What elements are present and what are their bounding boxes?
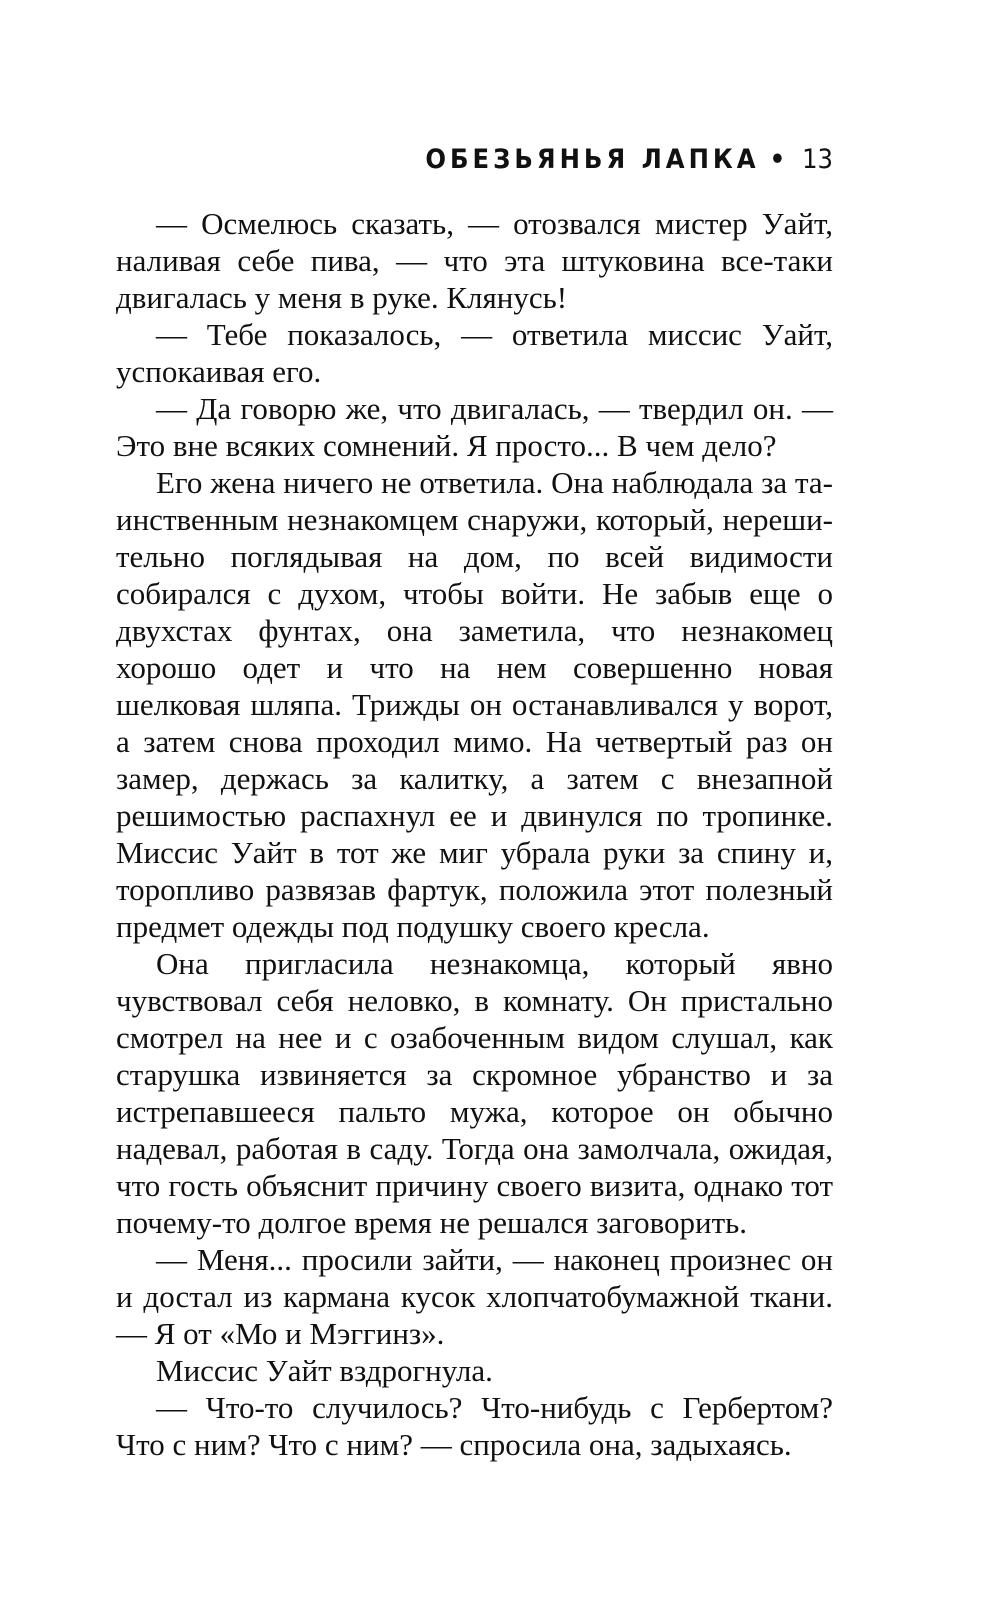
paragraph-4: Его жена ничего не ответила. Она наблюдала за таинственным незнакомцем снаружи, который, нерешительно поглядывая на дом, по всей видимости собирался с духом, чтобы войти. Не забыв еще о двухстах фунтах, она заметила, что незнакомец хорошо одет и что на нем совершенно новая шелковая шляпа. Трижды он останавливался у ворот, а затем снова проходил мимо. На четвертый раз он замер, держась за калитку, а затем с внезапной решимостью распахнул ее и двинулся по тропинке. Миссис Уайт в тот же миг убрала руки за спину и, торопливо развязав фартук, положила этот полезный предмет одежды под подушку своего кресла. (116, 465, 833, 944)
paragraph-8: — Что-то случилось? Что-нибудь с Гербертом? Что с ним? Что с ним? — спросила она, задыхаясь. (116, 1390, 833, 1462)
page-number: 13 (802, 144, 833, 175)
paragraph-1: — Осмелюсь сказать, — отозвался мистер Уайт, наливая себе пива, — что эта штуковина все-таки двигалась у меня в руке. Клянусь! (116, 206, 833, 315)
paragraph-7: Миссис Уайт вздрогнула. (156, 1353, 493, 1388)
paragraph-2: — Тебе показалось, — ответила миссис Уайт, успокаивая его. (116, 317, 833, 389)
paragraph-6: — Меня... просили зайти, — наконец произнес он и достал из кармана кусок хлопчатобумажной ткани. — Я от «Мо и Мэггинз». (116, 1242, 833, 1351)
body-text (116, 205, 833, 1463)
paragraph-3: — Да говорю же, что двигалась, — твердил он. — Это вне всяких сомнений. Я просто... В чем дело? (116, 391, 833, 463)
bullet-separator: • (769, 144, 789, 175)
running-head (116, 140, 833, 180)
running-head-title: ОБЕЗЬЯНЬЯ ЛАПКА (425, 144, 760, 175)
paragraph-5: Она пригласила незнакомца, который явно чувствовал себя неловко, в комнату. Он пристально смотрел на нее и с озабоченным видом слушал, как старушка извиняется за скромное убранство и за истрепавшееся пальто мужа, которое он обычно надевал, работая в саду. Тогда она замолчала, ожидая, что гость объяснит причину своего визита, однако тот почему-то долгое время не решался заговорить. (116, 946, 833, 1240)
